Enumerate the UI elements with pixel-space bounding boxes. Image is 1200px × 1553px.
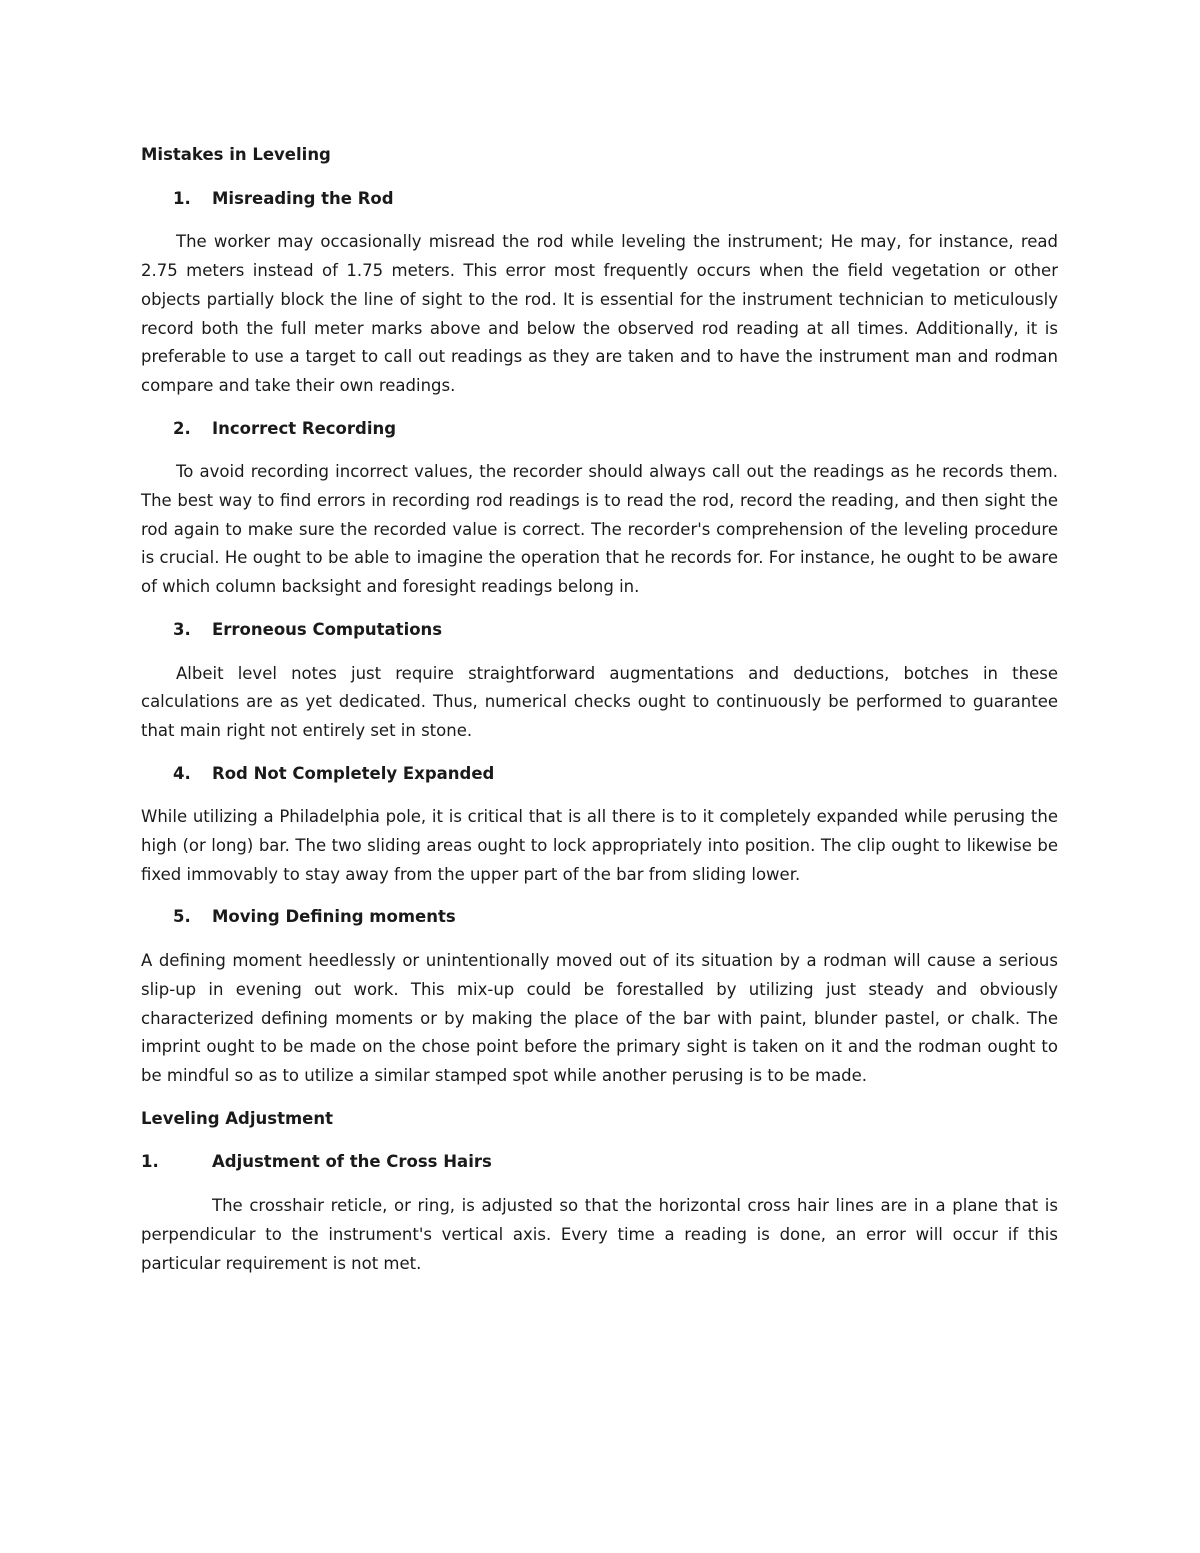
- item-heading-text: Moving Defining moments: [212, 907, 456, 927]
- item-heading-text: Adjustment of the Cross Hairs: [212, 1152, 492, 1172]
- item-heading-moving-defining-moments: [141, 903, 1058, 932]
- item-body-moving-defining-moments: A defining moment heedlessly or unintentionally moved out of its situation by a rodman will cause a serious slip-up in evening out work. This mix-up could be forestalled by utilizing just steady and obviously characterized defining moments or by making the place of the bar with paint, blunder pastel, or chalk. The imprint ought to be made on the chose point before the primary sight is taken on it and the rodman ought to be mindful so as to utilize a similar stamped spot while another perusing is to be made.: [141, 951, 1058, 1085]
- item-number: 3.: [173, 619, 191, 639]
- item-heading-rod-not-expanded: [141, 760, 1058, 789]
- item-body-incorrect-recording: To avoid recording incorrect values, the recorder should always call out the readings as he records them. The best way to find errors in recording rod readings is to read the rod, record the reading, and then sight the rod again to make sure the recorded value is correct. The recorder's comprehension of the leveling procedure is crucial. He ought to be able to imagine the operation that he records for. For instance, he ought to be aware of which column backsight and foresight readings belong in.: [141, 462, 1058, 597]
- item-body-misreading: The worker may occasionally misread the rod while leveling the instrument; He may, for instance, read 2.75 meters instead of 1.75 meters. This error most frequently occurs when the field vegetation or other objects partially block the line of sight to the rod. It is essential for the instrument technician to meticulously record both the full meter marks above and below the observed rod reading at all times. Additionally, it is preferable to use a target to call out readings as they are taken and to have the instrument man and rodman compare and take their own readings.: [141, 232, 1058, 395]
- item-heading-text: Misreading the Rod: [212, 188, 394, 208]
- item-number: 1.: [141, 1152, 159, 1172]
- item-heading-incorrect-recording: [141, 415, 1058, 444]
- document-title: Mistakes in Leveling: [141, 145, 331, 164]
- item-body-erroneous-computations: Albeit level notes just require straightforward augmentations and deductions, botches in these calculations are as yet dedicated. Thus, numerical checks ought to continuously be performed to guarantee that main right not entirely set in stone.: [141, 663, 1058, 740]
- item-body-cross-hairs: The crosshair reticle, or ring, is adjusted so that the horizontal cross hair lines are in a plane that is perpendicular to the instrument's vertical axis. Every time a reading is done, an error will occur if this particular requirement is not met.: [141, 1196, 1058, 1273]
- item-heading-text: Rod Not Completely Expanded: [212, 763, 495, 783]
- item-heading-misreading: [141, 185, 1058, 214]
- item-heading-erroneous-computations: [141, 616, 1058, 645]
- item-number: 5.: [173, 907, 191, 927]
- item-body-rod-not-expanded: While utilizing a Philadelphia pole, it is critical that is all there is to it completely expanded while perusing the high (or long) bar. The two sliding areas ought to lock appropriately into position. The clip ought to likewise be fixed immovably to stay away from the upper part of the bar from sliding lower.: [141, 807, 1058, 884]
- item-number: 2.: [173, 418, 191, 438]
- item-heading-text: Incorrect Recording: [212, 418, 397, 438]
- section-title: Leveling Adjustment: [141, 1108, 333, 1128]
- document-content: [141, 141, 1058, 1292]
- item-heading-cross-hairs: [141, 1148, 1058, 1177]
- item-number: 1.: [173, 188, 191, 208]
- item-heading-text: Erroneous Computations: [212, 619, 443, 639]
- item-number: 4.: [173, 763, 191, 783]
